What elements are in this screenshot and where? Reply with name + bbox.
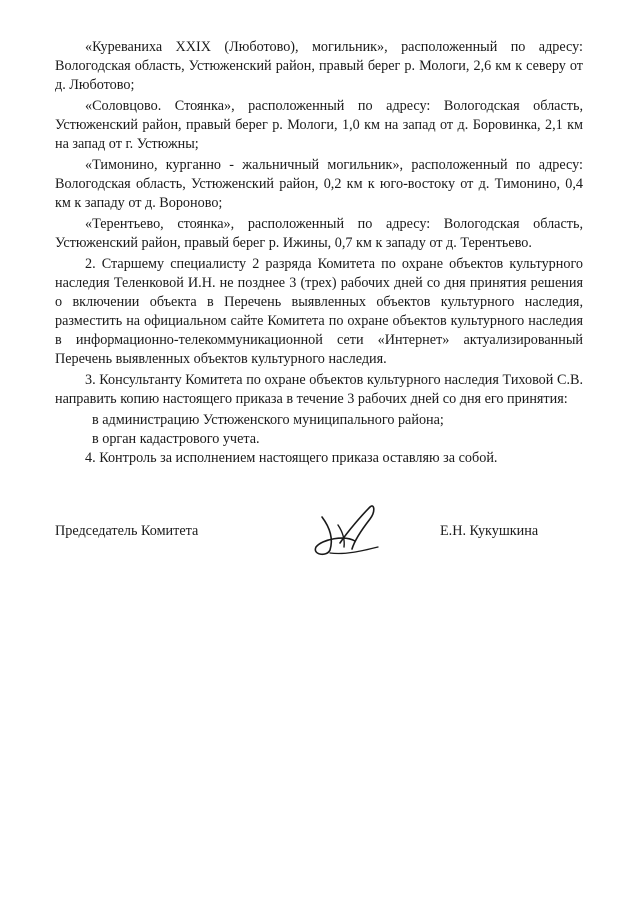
document-body — [55, 38, 583, 470]
paragraph-site-kurevanikha: «Куреваниха XXIX (Люботово), могильник», расположенный по адресу: Вологодская область, Устюженский район, правый берег р. Мологи, 2,6 км к северу от д. Люботово; — [55, 39, 583, 93]
paragraph-recipient-administration: в администрацию Устюженского муниципального района; — [92, 412, 444, 428]
signatory-name: Е.Н. Кукушкина — [440, 523, 539, 539]
paragraph-site-timonino: «Тимонино, курганно - жальничный могильник», расположенный по адресу: Вологодская область, Устюженский район, 0,2 км к юго-востоку от д. Тимонино, 0,4 км к западу от д. Вороново; — [55, 157, 583, 211]
handwritten-signature — [300, 495, 390, 565]
paragraph-item-3: 3. Консультанту Комитета по охране объектов культурного наследия Тиховой С.В. направить копию настоящего приказа в течение 3 рабочих дней со дня его принятия: — [55, 372, 583, 407]
paragraph-item-2: 2. Старшему специалисту 2 разряда Комитета по охране объектов культурного наследия Теленковой И.Н. не позднее 3 (трех) рабочих дней со дня принятия решения о включении объекта в Перечень выявленных объектов культурного наследия, разместить на официальном сайте Комитета по охране объектов культурного наследия в информационно-телекоммуникационной сети «Интернет» актуализированный Перечень выявленных объектов культурного наследия. — [55, 256, 583, 367]
paragraph-item-4: 4. Контроль за исполнением настоящего приказа оставляю за собой. — [85, 450, 498, 466]
paragraph-site-terentyevo: «Терентьево, стоянка», расположенный по адресу: Вологодская область, Устюженский район, правый берег р. Ижины, 0,7 км к западу от д. Терентьево. — [55, 216, 583, 251]
paragraph-recipient-cadastral: в орган кадастрового учета. — [92, 431, 260, 447]
signatory-title: Председатель Комитета — [55, 523, 199, 539]
paragraph-site-solovtsovo: «Соловцово. Стоянка», расположенный по адресу: Вологодская область, Устюженский район, правый берег р. Мологи, 1,0 км на запад от д. Боровинка, 2,1 км на запад от г. Устюжны; — [55, 98, 583, 152]
